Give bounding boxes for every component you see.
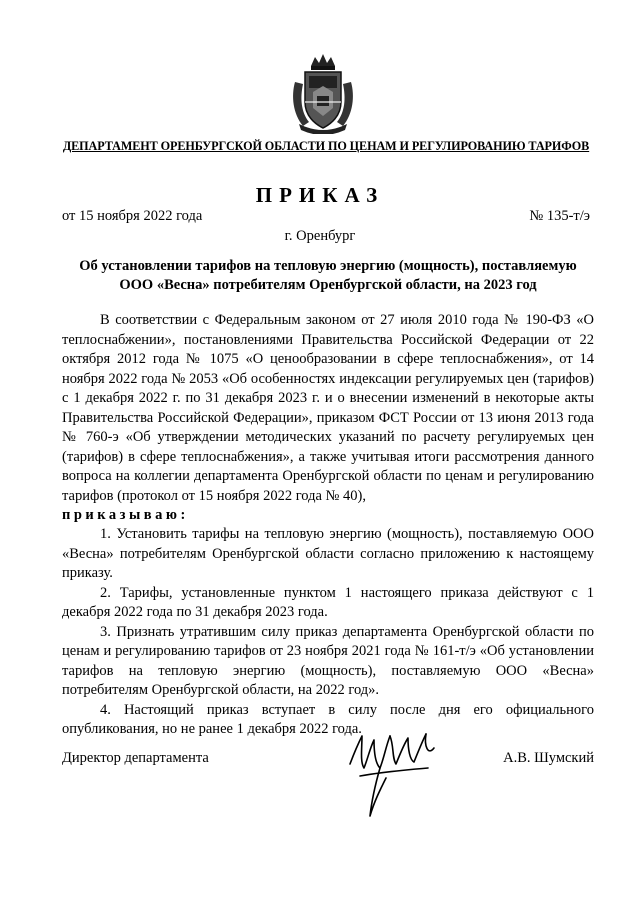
- department-name: ДЕПАРТАМЕНТ ОРЕНБУРГСКОЙ ОБЛАСТИ ПО ЦЕНАМ И РЕГУЛИРОВАНИЮ ТАРИФОВ: [62, 139, 590, 153]
- handwritten-signature-icon: [342, 718, 452, 828]
- order-date: от 15 ноября 2022 года: [62, 208, 203, 224]
- signer-name: А.В. Шумский: [503, 750, 594, 766]
- order-items: [62, 525, 594, 740]
- order-number: № 135-т/э: [529, 208, 590, 224]
- order-item: 2. Тарифы, установленные пунктом 1 настоящего приказа действуют с 1 декабря 2022 года по 31 декабря 2023 года.: [62, 584, 594, 620]
- order-city: г. Оренбург: [284, 228, 356, 244]
- document-title: ПРИКАЗ: [255, 183, 385, 207]
- order-item: 4. Настоящий приказ вступает в силу после дня его официального опубликования, но не ранее 1 декабря 2022 года.: [62, 701, 594, 737]
- order-preamble-block: [62, 311, 594, 526]
- order-item: 3. Признать утратившим силу приказ департамента Оренбургской области по ценам и регулированию тарифов от 23 ноября 2021 года № 161-т/э «Об установлении тарифов на тепловую энергию (мощность), поставляемую ООО «Весна» потребителям Оренбургской области, на 2022 год».: [62, 623, 594, 698]
- order-preamble: В соответствии с Федеральным законом от 27 июля 2010 года № 190-ФЗ «О теплоснабжении», постановлениями Правительства Российской Федерации от 22 октября 2012 года № 1075 «О ценообразовании в сфере теплоснабжения», от 14 ноября 2022 года № 2053 «Об особенностях индексации регулируемых цен (тарифов) с 1 декабря 2022 г. по 31 декабря 2023 г. и о внесении изменений в некоторые акты Правительства Российской Федерации», приказом ФСТ России от 13 июня 2013 года № 760-э «Об утверждении методических указаний по расчету регулируемых цен (тарифов) в сфере теплоснабжения», а также учитывая итоги рассмотрения данного вопроса на коллегии департамента Оренбургской области по ценам и регулированию тарифов (протокол от 15 ноября 2022 года № 40),: [62, 312, 594, 504]
- orenburg-coat-of-arms-icon: [289, 52, 357, 134]
- order-item: 1. Установить тарифы на тепловую энергию (мощность), поставляемую ООО «Весна» потребителям Оренбургской области согласно приложению к настоящему приказу.: [62, 526, 594, 581]
- subject-line-1: Об установлении тарифов на тепловую энергию (мощность), поставляемую: [79, 258, 577, 274]
- order-subject: [62, 257, 594, 295]
- order-directive-word: приказываю:: [62, 507, 189, 523]
- subject-line-2: ООО «Весна» потребителям Оренбургской области, на 2023 год: [119, 277, 537, 293]
- signer-role: Директор департамента: [62, 750, 209, 766]
